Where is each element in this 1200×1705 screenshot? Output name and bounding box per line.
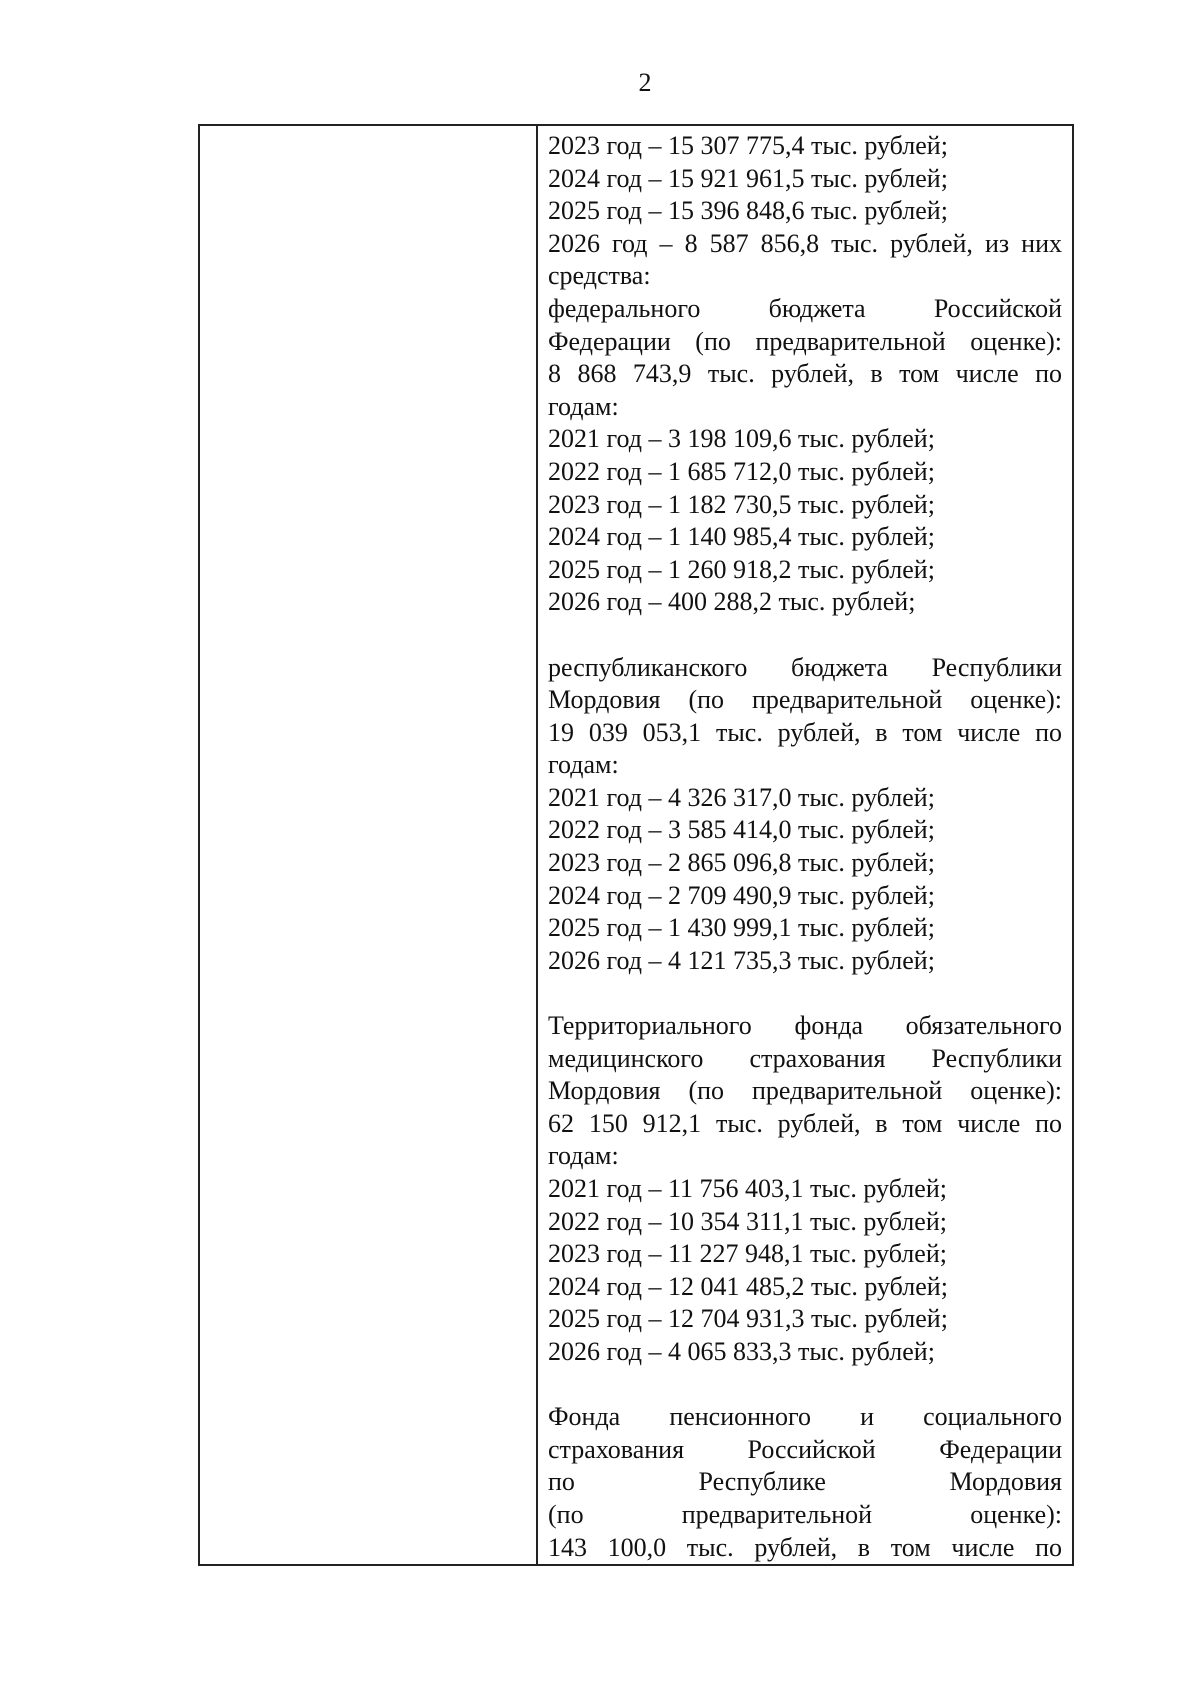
text-line: 2021 год – 11 756 403,1 тыс. рублей; <box>548 1174 947 1203</box>
text-line: 2022 год – 3 585 414,0 тыс. рублей; <box>548 815 935 845</box>
document-table <box>198 124 1074 1566</box>
blank-line <box>548 977 1062 1010</box>
text-line: 2025 год – 12 704 931,3 тыс. рублей; <box>548 1304 948 1334</box>
text-line: 2026 год – 8 587 856,8 тыс. рублей, из них <box>548 228 1062 258</box>
text-line: 2024 год – 1 140 985,4 тыс. рублей; <box>548 522 935 552</box>
text-line: 2025 год – 15 396 848,6 тыс. рублей; <box>548 196 948 226</box>
text-line: 2023 год – 1 182 730,5 тыс. рублей; <box>548 489 935 519</box>
text-line: 2023 год – 11 227 948,1 тыс. рублей; <box>548 1239 947 1269</box>
page-number: 2 <box>638 68 652 97</box>
text-line: федерального бюджета Российской <box>548 293 1062 323</box>
text-line: Мордовия (по предварительной оценке): <box>548 1076 1062 1106</box>
table-right-cell <box>538 126 1072 1564</box>
text-line: 2023 год – 15 307 775,4 тыс. рублей; <box>548 131 948 160</box>
text-line: 2023 год – 2 865 096,8 тыс. рублей; <box>548 848 935 878</box>
text-line: 62 150 912,1 тыс. рублей, в том числе по <box>548 1108 1062 1138</box>
text-line: 2021 год – 3 198 109,6 тыс. рублей; <box>548 424 935 454</box>
table-left-cell <box>200 126 538 1564</box>
text-line: годам: <box>548 750 619 780</box>
text-line: 2025 год – 1 260 918,2 тыс. рублей; <box>548 554 935 584</box>
blank-line <box>548 619 1062 652</box>
text-line: Территориального фонда обязательного <box>548 1011 1062 1041</box>
text-line: 2022 год – 1 685 712,0 тыс. рублей; <box>548 456 935 486</box>
text-line: 19 039 053,1 тыс. рублей, в том числе по <box>548 717 1062 747</box>
text-line: 8 868 743,9 тыс. рублей, в том числе по <box>548 359 1062 389</box>
text-line: 2026 год – 4 121 735,3 тыс. рублей; <box>548 945 935 975</box>
text-line: Мордовия (по предварительной оценке): <box>548 685 1062 715</box>
text-line: 143 100,0 тыс. рублей, в том числе по <box>548 1532 1062 1562</box>
text-line: 2025 год – 1 430 999,1 тыс. рублей; <box>548 913 935 943</box>
text-line: страхования Российской Федерации <box>548 1434 1062 1464</box>
text-line: по Республике Мордовия <box>548 1467 1062 1497</box>
text-line: Федерации (по предварительной оценке): <box>548 326 1062 356</box>
text-line: республиканского бюджета Республики <box>548 652 1062 682</box>
text-line: 2024 год – 12 041 485,2 тыс. рублей; <box>548 1271 948 1301</box>
text-line: годам: <box>548 391 619 421</box>
text-line: 2026 год – 400 288,2 тыс. рублей; <box>548 587 916 617</box>
blank-line <box>548 1369 1062 1402</box>
text-line: Фонда пенсионного и социального <box>548 1402 1062 1432</box>
text-line: 2024 год – 2 709 490,9 тыс. рублей; <box>548 880 935 910</box>
text-line: медицинского страхования Республики <box>548 1043 1062 1073</box>
text-line: 2026 год – 4 065 833,3 тыс. рублей; <box>548 1336 935 1366</box>
text-line: годам: <box>548 1141 619 1171</box>
text-line: (по предварительной оценке): <box>548 1499 1062 1529</box>
text-line: 2021 год – 4 326 317,0 тыс. рублей; <box>548 782 935 812</box>
text-line: 2022 год – 10 354 311,1 тыс. рублей; <box>548 1206 947 1236</box>
text-line: средства: <box>548 261 651 291</box>
text-line: 2024 год – 15 921 961,5 тыс. рублей; <box>548 163 948 193</box>
